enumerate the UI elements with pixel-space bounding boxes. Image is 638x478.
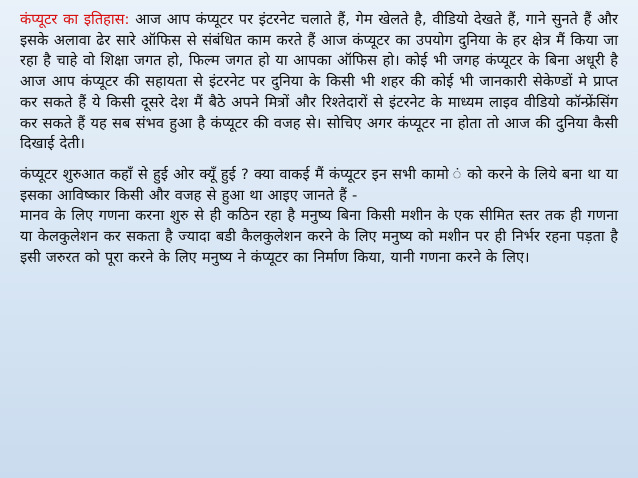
- history-heading: कंप्यूटर का इतिहास:: [20, 11, 130, 28]
- origin-question-text: कंप्यूटर शुरुआत कहाँ से हुई ओर क्यूँ हुई ? क्या वाकई मैं कंप्यूटर इन सभी कामाे ं को करने के लिये बना था या इसका आविष्कार किसी और वजह से हुआ था आइए जानते हैं -: [20, 165, 618, 204]
- paragraph-origin: [20, 165, 618, 269]
- calculation-text: मानव के लिए गणना करना शुरु से ही कठिन रहा है मनुष्य बिना किसी मशीन के एक सीमित स्तर तक ही गणना या केलकुलेशन कर सकता है ज्यादा बडी कैलकुलेशन करने के लिए मनुष्य को मशीन पर ही निर्भर रहना पड़ता है इसी जरुरत को पूरा करने के लिए मनुष्य ने कंप्यूटर का निर्माण किया, यानी गणना करने के लिए।: [20, 207, 618, 266]
- paragraph-history: [20, 10, 618, 155]
- history-text: आज आप कंप्यूटर पर इंटरनेट चलाते हैं, गेम खेलते है, वीडियो देखते हैं, गाने सुनते हैं और इसके अलावा ढेर सारे ऑफिस से संबंधित काम करते हैं आज कंप्यूटर का उपयोग दुनिया के हर क्षेत्र मैं किया जा रहा है चाहे वो शिक्षा जगत हो, फिल्म जगत हो या आपका ऑफिस हो। कोई भी जगह कंप्यूटर के बिना अधूरी है आज आप कंप्यूटर की सहायता से इंटरनेट पर दुनिया के किसी भी शहर की कोई भी जानकारी सेकेण्डों मे प्राप्त कर सकते हैं ये किसी दूसरे देश मैं बैठे अपने मित्रों और रिश्तेदारों से इंटरनेट के माध्यम लाइव वीडियो कॉन्फ्रेंसिंग कर सकते हैं यह सब संभव हुआ है कंप्यूटर की वजह से। सोचिए अगर कंप्यूटर ना होता तो आज की दुनिया कैसी दिखाई देती।: [20, 11, 618, 153]
